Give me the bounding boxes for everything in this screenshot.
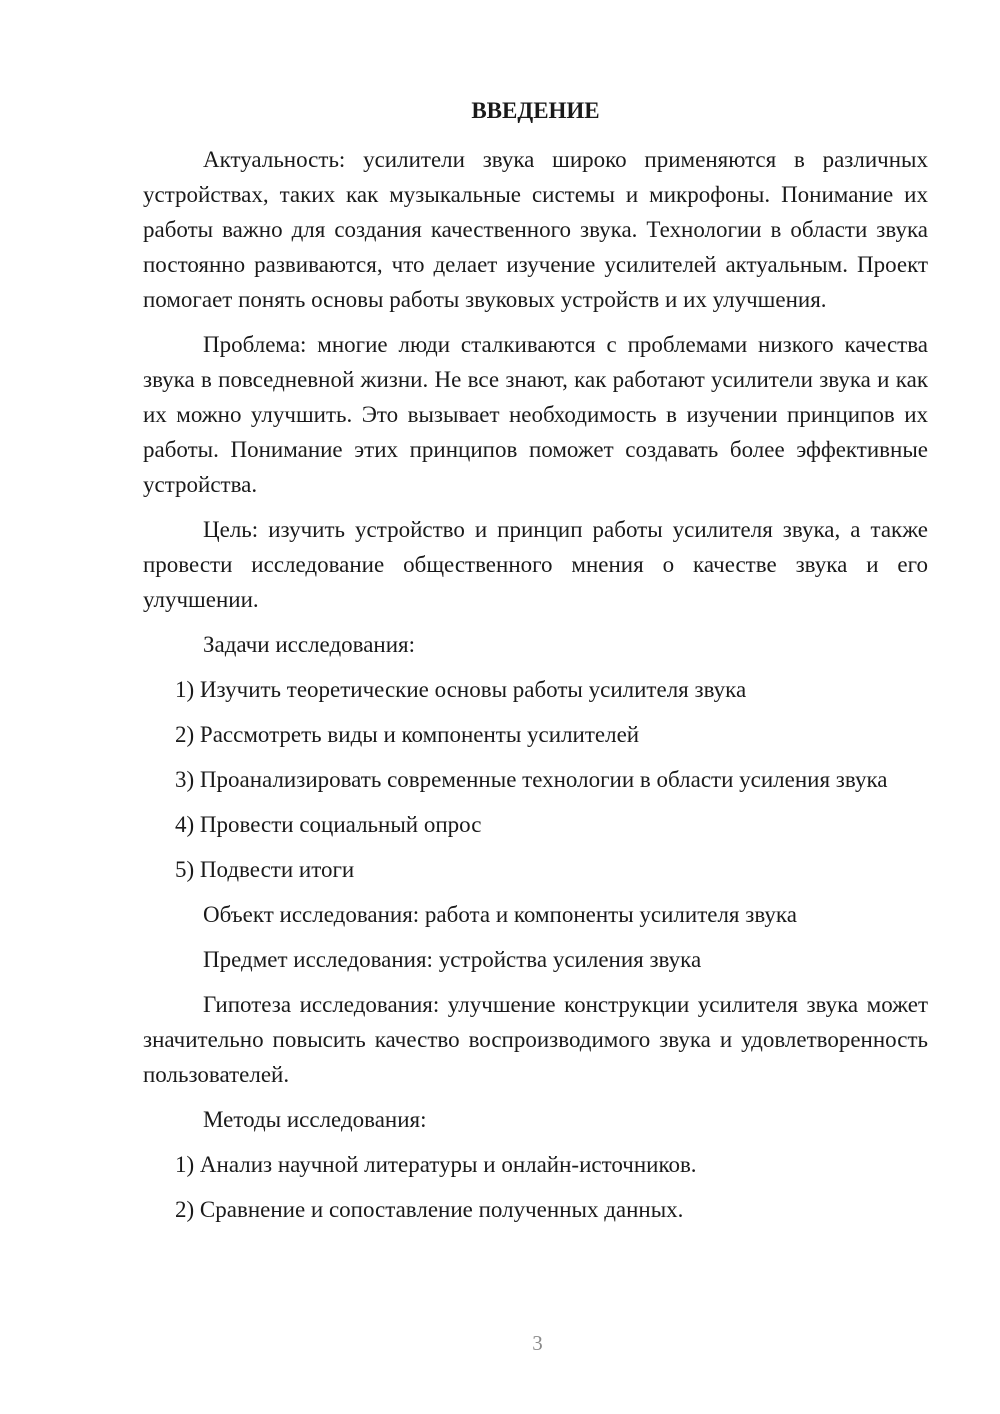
relevance-paragraph: Актуальность: усилители звука широко применяются в различных устройствах, таких как музыкальные системы и микрофоны. Понимание их работы важно для создания качественного звука. Технологии в области звука постоянно развиваются, что делает изучение усилителей актуальным. Проект помогает понять основы работы звуковых устройств и их улучшения.: [143, 147, 928, 312]
methods-title: Методы исследования:: [203, 1107, 427, 1132]
method-item-1: 1) Анализ научной литературы и онлайн-источников.: [175, 1152, 697, 1177]
task-item-5: 5) Подвести итоги: [175, 857, 355, 882]
problem-paragraph: Проблема: многие люди сталкиваются с проблемами низкого качества звука в повседневной жизни. Не все знают, как работают усилители звука и как их можно улучшить. Это вызывает необходимость в изучении принципов их работы. Понимание этих принципов поможет создавать более эффективные устройства.: [143, 332, 928, 497]
task-item-1: 1) Изучить теоретические основы работы усилителя звука: [175, 677, 747, 702]
page-number: 3: [532, 1331, 543, 1355]
subject-paragraph: Предмет исследования: устройства усиления звука: [203, 947, 702, 972]
hypothesis-paragraph: Гипотеза исследования: улучшение конструкции усилителя звука может значительно повысить качество воспроизводимого звука и удовлетворенность пользователей.: [143, 992, 928, 1087]
task-item-3: 3) Проанализировать современные технологии в области усиления звука: [175, 767, 888, 792]
body-text: [143, 142, 928, 1237]
task-item-2: 2) Рассмотреть виды и компоненты усилителей: [175, 722, 640, 747]
method-item-2: 2) Сравнение и сопоставление полученных данных.: [175, 1197, 684, 1222]
object-paragraph: Объект исследования: работа и компоненты усилителя звука: [203, 902, 797, 927]
tasks-title: Задачи исследования:: [203, 632, 416, 657]
task-item-4: 4) Провести социальный опрос: [175, 812, 482, 837]
goal-paragraph: Цель: изучить устройство и принцип работы усилителя звука, а также провести исследование общественного мнения о качестве звука и его улучшении.: [143, 517, 928, 612]
page-title: ВВЕДЕНИЕ: [471, 98, 600, 123]
